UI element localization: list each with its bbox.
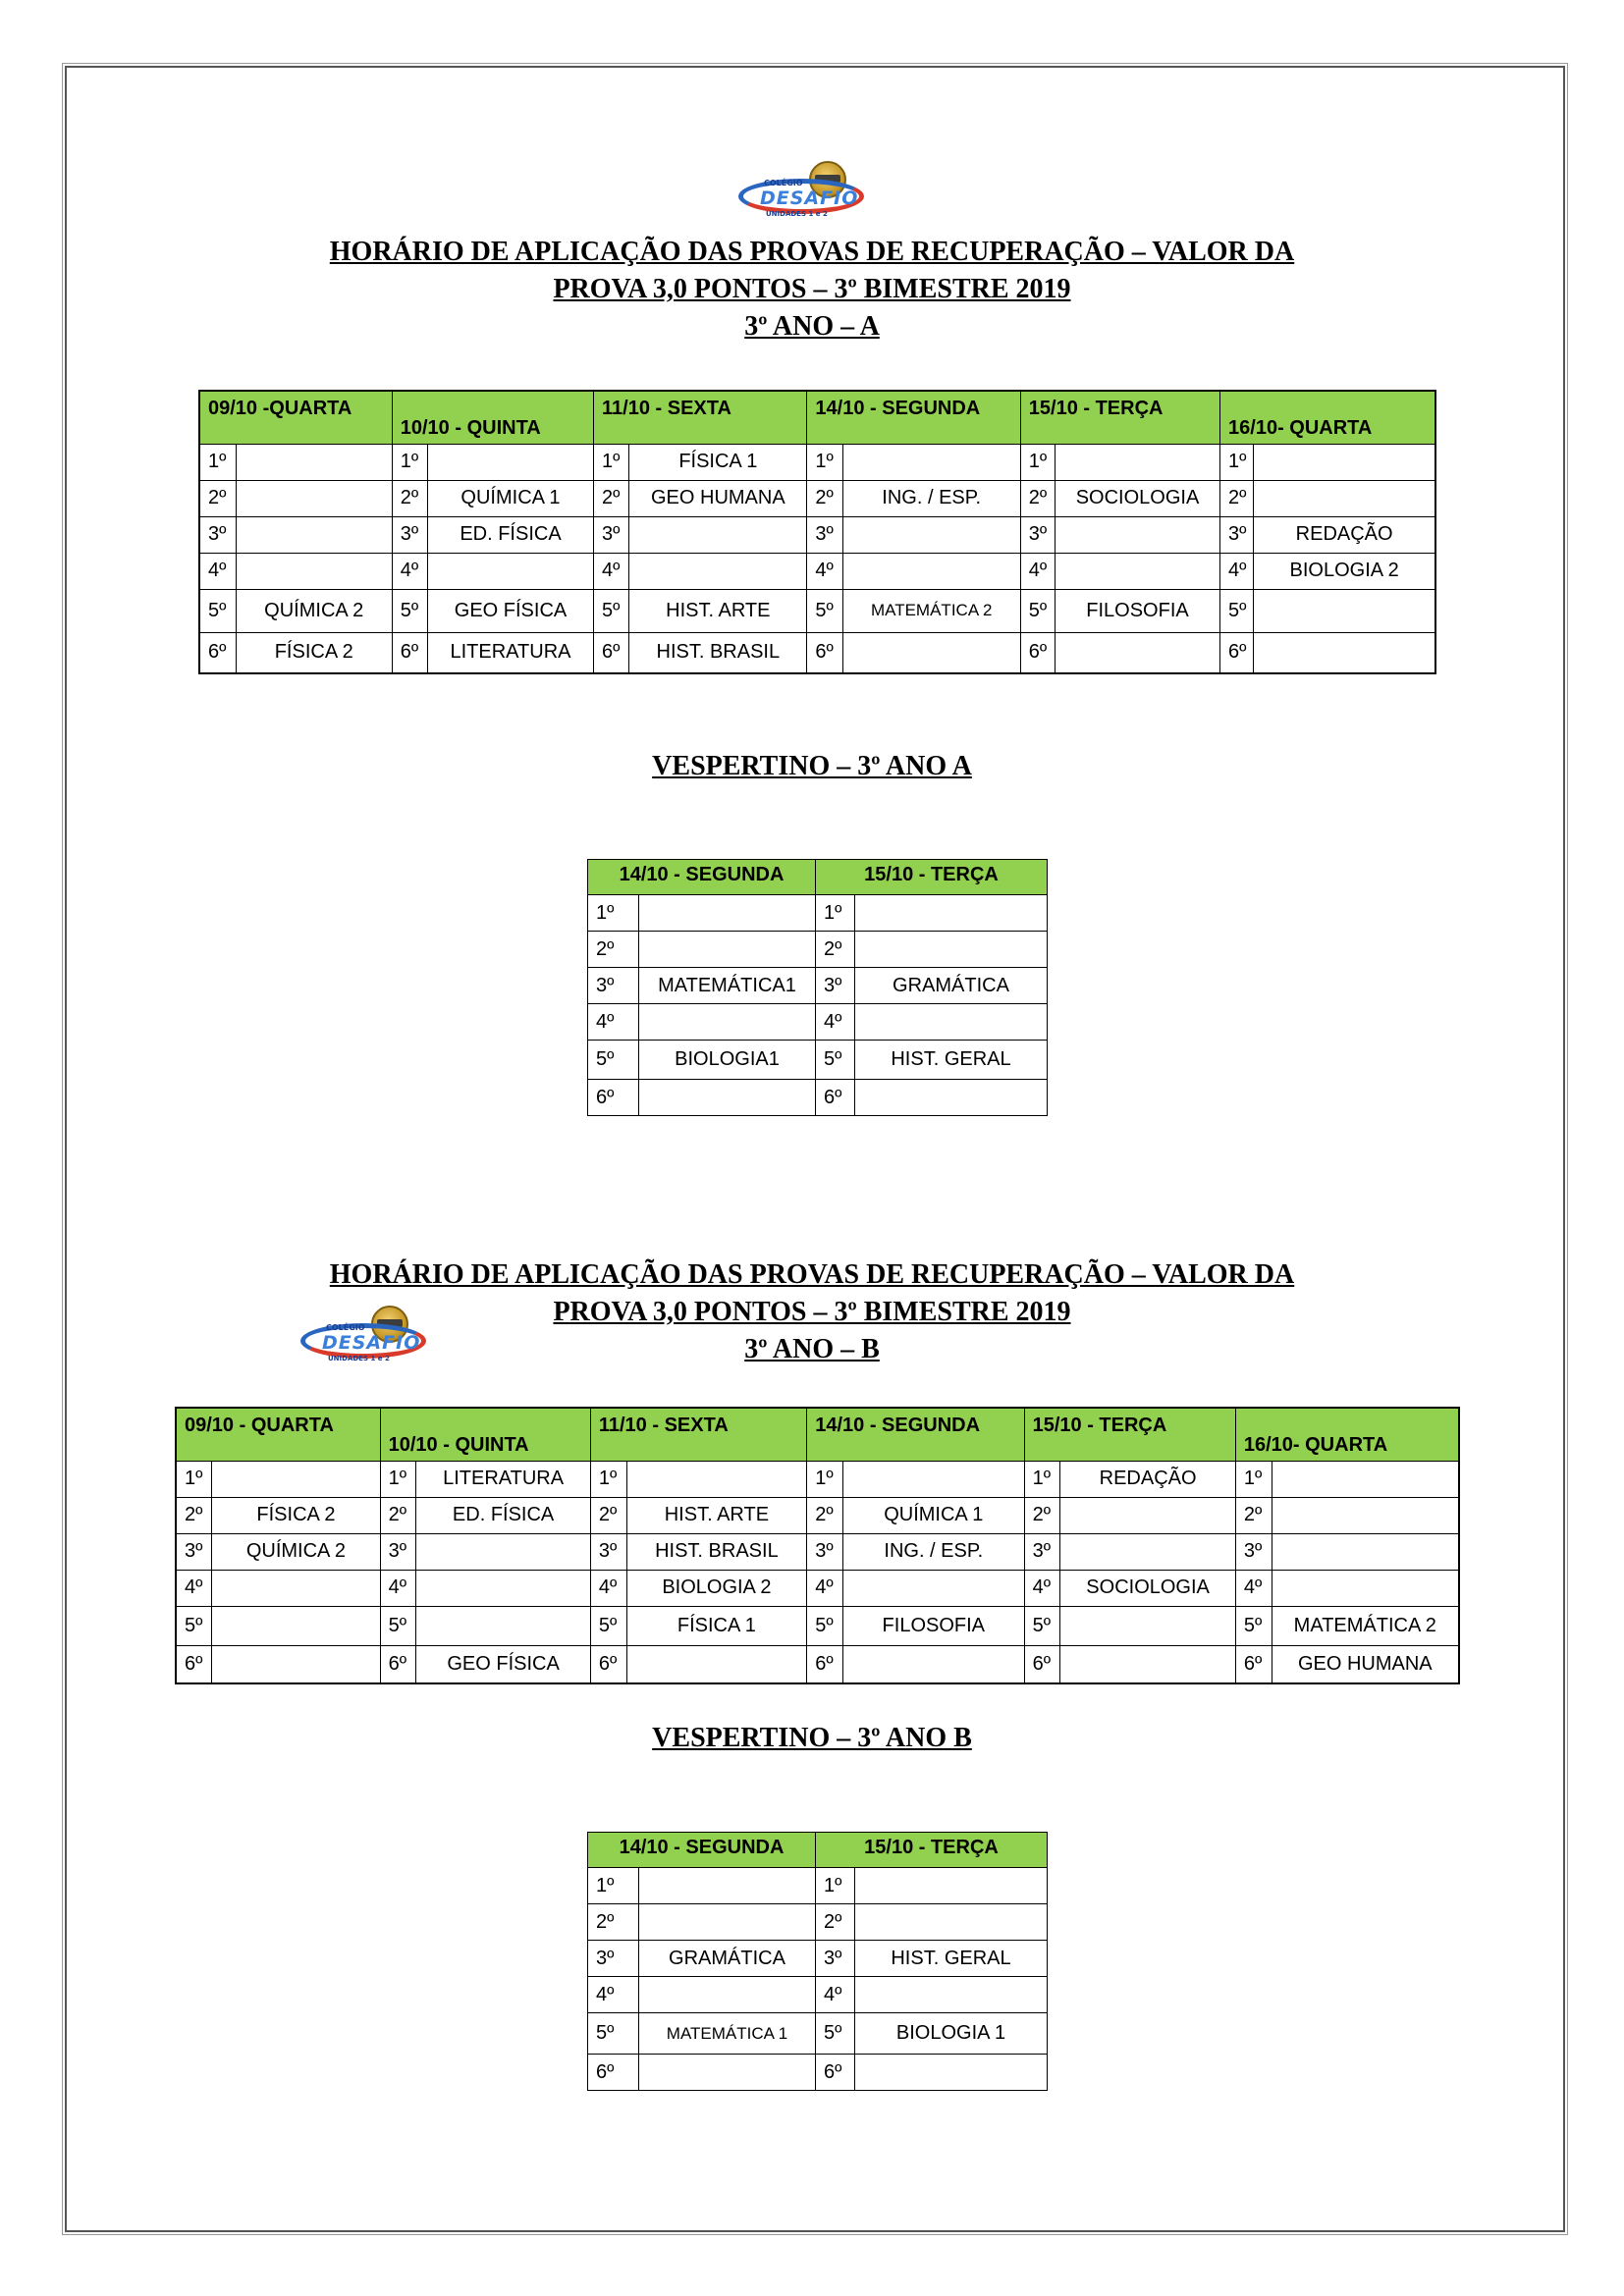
subject-cell <box>842 516 1020 553</box>
period-number: 5º <box>1220 589 1254 632</box>
period-number: 5º <box>392 589 427 632</box>
period-number: 2º <box>590 1497 626 1533</box>
period-number: 5º <box>1024 1606 1060 1645</box>
subject-cell <box>1254 632 1435 673</box>
period-number: 3º <box>176 1533 212 1570</box>
period-number: 1º <box>199 444 236 480</box>
table-row <box>588 1868 1048 1904</box>
subject-cell <box>1272 1461 1459 1497</box>
subject-cell: BIOLOGIA 2 <box>626 1570 807 1606</box>
weekly-schedule-b <box>175 1407 1460 1684</box>
period-number: 3º <box>590 1533 626 1570</box>
subject-cell <box>1055 444 1219 480</box>
period-number: 2º <box>807 1497 843 1533</box>
period-number: 4º <box>807 1570 843 1606</box>
subject-cell <box>855 2055 1048 2091</box>
day-header: 09/10 -QUARTA <box>199 391 392 444</box>
period-number: 2º <box>1024 1497 1060 1533</box>
table-row <box>588 1004 1048 1041</box>
subject-cell <box>639 1977 816 2013</box>
subject-cell: FÍSICA 2 <box>212 1497 380 1533</box>
period-number: 2º <box>1235 1497 1272 1533</box>
table-row <box>588 932 1048 968</box>
period-number: 1º <box>392 444 427 480</box>
period-number: 1º <box>176 1461 212 1497</box>
period-number: 4º <box>590 1570 626 1606</box>
subject-cell <box>639 1904 816 1941</box>
subject-cell: QUÍMICA 2 <box>212 1533 380 1570</box>
period-number: 2º <box>816 1904 855 1941</box>
period-number: 5º <box>588 1041 639 1080</box>
vespertino-schedule-b <box>587 1832 1048 2091</box>
subject-cell <box>842 1461 1024 1497</box>
subject-cell <box>629 553 807 589</box>
subject-cell <box>236 516 392 553</box>
subject-cell <box>626 1645 807 1683</box>
table-row <box>588 2055 1048 2091</box>
period-number: 3º <box>594 516 629 553</box>
subject-cell: LITERATURA <box>427 632 593 673</box>
table-row <box>176 1570 1459 1606</box>
period-number: 4º <box>807 553 842 589</box>
subject-cell <box>212 1461 380 1497</box>
subject-cell: QUÍMICA 1 <box>427 480 593 516</box>
period-number: 2º <box>816 932 855 968</box>
period-number: 4º <box>1220 553 1254 589</box>
period-number: 1º <box>816 895 855 932</box>
subject-cell <box>639 932 816 968</box>
subject-cell <box>1060 1645 1236 1683</box>
table-row <box>176 1461 1459 1497</box>
period-number: 6º <box>594 632 629 673</box>
period-number: 1º <box>807 1461 843 1497</box>
period-number: 4º <box>588 1977 639 2013</box>
period-number: 3º <box>1020 516 1055 553</box>
subject-cell: QUÍMICA 1 <box>842 1497 1024 1533</box>
period-number: 1º <box>588 895 639 932</box>
period-number: 6º <box>392 632 427 673</box>
subject-cell <box>639 2055 816 2091</box>
period-number: 6º <box>1235 1645 1272 1683</box>
period-number: 2º <box>380 1497 416 1533</box>
table-row <box>588 1904 1048 1941</box>
period-number: 4º <box>816 1004 855 1041</box>
table-row <box>588 2013 1048 2055</box>
subject-cell: GEO FÍSICA <box>427 589 593 632</box>
period-number: 2º <box>594 480 629 516</box>
day-header: 14/10 - SEGUNDA <box>807 1408 1024 1461</box>
subject-cell: FILOSOFIA <box>842 1606 1024 1645</box>
subject-cell <box>855 1977 1048 2013</box>
day-header: 11/10 - SEXTA <box>594 391 807 444</box>
subject-cell <box>416 1570 591 1606</box>
period-number: 5º <box>199 589 236 632</box>
period-number: 1º <box>1220 444 1254 480</box>
period-number: 1º <box>1024 1461 1060 1497</box>
table-row <box>588 1041 1048 1080</box>
subject-cell: GRAMÁTICA <box>855 968 1048 1004</box>
subject-cell <box>1272 1533 1459 1570</box>
period-number: 1º <box>588 1868 639 1904</box>
table-row <box>588 968 1048 1004</box>
subject-cell <box>842 553 1020 589</box>
subject-cell: QUÍMICA 2 <box>236 589 392 632</box>
period-number: 2º <box>176 1497 212 1533</box>
table-row <box>199 589 1435 632</box>
period-number: 3º <box>199 516 236 553</box>
vespertino-b-title: VESPERTINO – 3º ANO B <box>652 1723 972 1753</box>
period-number: 5º <box>594 589 629 632</box>
day-header: 11/10 - SEXTA <box>590 1408 806 1461</box>
day-header: 15/10 - TERÇA <box>1024 1408 1235 1461</box>
subject-cell <box>855 1904 1048 1941</box>
table-row <box>176 1497 1459 1533</box>
period-number: 2º <box>807 480 842 516</box>
period-number: 6º <box>380 1645 416 1683</box>
subject-cell: REDAÇÃO <box>1254 516 1435 553</box>
period-number: 1º <box>1235 1461 1272 1497</box>
school-logo-b: COLÉGIO DESAFIO UNIDADES 1 e 2 <box>295 1306 432 1376</box>
subject-cell <box>639 1080 816 1116</box>
period-number: 3º <box>807 516 842 553</box>
subject-cell <box>629 516 807 553</box>
day-header: 14/10 - SEGUNDA <box>588 1833 816 1868</box>
subject-cell: GRAMÁTICA <box>639 1941 816 1977</box>
subject-cell <box>639 895 816 932</box>
subject-cell: ED. FÍSICA <box>416 1497 591 1533</box>
subject-cell <box>855 1080 1048 1116</box>
subject-cell: FÍSICA 2 <box>236 632 392 673</box>
table-row <box>199 444 1435 480</box>
period-number: 5º <box>1235 1606 1272 1645</box>
period-number: 6º <box>588 2055 639 2091</box>
subject-cell <box>1060 1606 1236 1645</box>
subject-cell: HIST. ARTE <box>629 589 807 632</box>
subject-cell <box>427 444 593 480</box>
table-row <box>199 480 1435 516</box>
table-row <box>588 895 1048 932</box>
subject-cell <box>1055 516 1219 553</box>
subject-cell <box>1060 1533 1236 1570</box>
table-row <box>176 1606 1459 1645</box>
subject-cell <box>639 1004 816 1041</box>
period-number: 1º <box>594 444 629 480</box>
period-number: 6º <box>1024 1645 1060 1683</box>
title-line-2: PROVA 3,0 PONTOS – 3º BIMESTRE 2019 <box>553 274 1071 304</box>
period-number: 6º <box>199 632 236 673</box>
period-number: 3º <box>816 1941 855 1977</box>
period-number: 4º <box>816 1977 855 2013</box>
period-number: 5º <box>1020 589 1055 632</box>
period-number: 5º <box>816 1041 855 1080</box>
period-number: 3º <box>380 1533 416 1570</box>
period-number: 5º <box>176 1606 212 1645</box>
day-header: 15/10 - TERÇA <box>1020 391 1219 444</box>
period-number: 3º <box>1024 1533 1060 1570</box>
subject-cell: ING. / ESP. <box>842 1533 1024 1570</box>
period-number: 6º <box>816 1080 855 1116</box>
period-number: 2º <box>1020 480 1055 516</box>
table-row <box>176 1645 1459 1683</box>
period-number: 3º <box>392 516 427 553</box>
table-row <box>176 1533 1459 1570</box>
period-number: 3º <box>816 968 855 1004</box>
day-header: 14/10 - SEGUNDA <box>807 391 1020 444</box>
period-number: 5º <box>380 1606 416 1645</box>
subject-cell: MATEMÁTICA 2 <box>1272 1606 1459 1645</box>
section-b-title <box>0 1256 1624 1368</box>
subject-cell: ED. FÍSICA <box>427 516 593 553</box>
period-number: 6º <box>807 1645 843 1683</box>
period-number: 6º <box>807 632 842 673</box>
subject-cell <box>1254 480 1435 516</box>
subject-cell <box>1055 553 1219 589</box>
subject-cell: HIST. BRASIL <box>626 1533 807 1570</box>
subject-cell <box>842 1570 1024 1606</box>
subject-cell: LITERATURA <box>416 1461 591 1497</box>
vespertino-a-title: VESPERTINO – 3º ANO A <box>652 751 972 781</box>
subject-cell <box>1254 589 1435 632</box>
subject-cell: FÍSICA 1 <box>629 444 807 480</box>
period-number: 2º <box>1220 480 1254 516</box>
subject-cell <box>1060 1497 1236 1533</box>
period-number: 4º <box>199 553 236 589</box>
period-number: 6º <box>590 1645 626 1683</box>
subject-cell: BIOLOGIA1 <box>639 1041 816 1080</box>
subject-cell <box>1254 444 1435 480</box>
subject-cell <box>212 1570 380 1606</box>
period-number: 3º <box>588 968 639 1004</box>
table-row <box>588 1941 1048 1977</box>
period-number: 6º <box>176 1645 212 1683</box>
period-number: 4º <box>392 553 427 589</box>
period-number: 6º <box>588 1080 639 1116</box>
day-header: 14/10 - SEGUNDA <box>588 860 816 895</box>
day-header: 10/10 - QUINTA <box>392 391 593 444</box>
period-number: 6º <box>1020 632 1055 673</box>
subject-cell <box>236 553 392 589</box>
subject-cell <box>236 444 392 480</box>
subject-cell <box>842 632 1020 673</box>
table-row <box>588 1977 1048 2013</box>
period-number: 4º <box>1235 1570 1272 1606</box>
subject-cell <box>855 932 1048 968</box>
subject-cell: FÍSICA 1 <box>626 1606 807 1645</box>
subject-cell: GEO HUMANA <box>629 480 807 516</box>
period-number: 3º <box>807 1533 843 1570</box>
subject-cell: MATEMÁTICA1 <box>639 968 816 1004</box>
subject-cell: GEO FÍSICA <box>416 1645 591 1683</box>
period-number: 4º <box>1024 1570 1060 1606</box>
subject-cell <box>855 895 1048 932</box>
period-number: 6º <box>1220 632 1254 673</box>
subject-cell <box>855 1868 1048 1904</box>
title-line-1: HORÁRIO DE APLICAÇÃO DAS PROVAS DE RECUPERAÇÃO – VALOR DA <box>329 1259 1295 1290</box>
subject-cell <box>1272 1497 1459 1533</box>
period-number: 4º <box>594 553 629 589</box>
subject-cell: SOCIOLOGIA <box>1060 1570 1236 1606</box>
subject-cell: SOCIOLOGIA <box>1055 480 1219 516</box>
table-row <box>199 632 1435 673</box>
title-line-1: HORÁRIO DE APLICAÇÃO DAS PROVAS DE RECUPERAÇÃO – VALOR DA <box>329 237 1295 267</box>
period-number: 2º <box>392 480 427 516</box>
subject-cell <box>416 1533 591 1570</box>
subject-cell <box>236 480 392 516</box>
day-header: 15/10 - TERÇA <box>816 1833 1048 1868</box>
period-number: 5º <box>588 2013 639 2055</box>
period-number: 3º <box>588 1941 639 1977</box>
subject-cell: HIST. BRASIL <box>629 632 807 673</box>
subject-cell <box>427 553 593 589</box>
subject-cell <box>212 1645 380 1683</box>
period-number: 2º <box>588 932 639 968</box>
table-row <box>199 553 1435 589</box>
subject-cell <box>639 1868 816 1904</box>
subject-cell: MATEMÁTICA 2 <box>842 589 1020 632</box>
subject-cell: BIOLOGIA 1 <box>855 2013 1048 2055</box>
period-number: 4º <box>1020 553 1055 589</box>
period-number: 5º <box>807 589 842 632</box>
period-number: 1º <box>590 1461 626 1497</box>
period-number: 4º <box>380 1570 416 1606</box>
period-number: 4º <box>176 1570 212 1606</box>
title-line-3: 3º ANO – B <box>744 1334 880 1364</box>
period-number: 6º <box>816 2055 855 2091</box>
subject-cell: GEO HUMANA <box>1272 1645 1459 1683</box>
subject-cell: MATEMÁTICA 1 <box>639 2013 816 2055</box>
period-number: 2º <box>588 1904 639 1941</box>
subject-cell: ING. / ESP. <box>842 480 1020 516</box>
period-number: 1º <box>1020 444 1055 480</box>
subject-cell <box>212 1606 380 1645</box>
subject-cell <box>842 444 1020 480</box>
period-number: 5º <box>590 1606 626 1645</box>
subject-cell: HIST. GERAL <box>855 1041 1048 1080</box>
subject-cell <box>1272 1570 1459 1606</box>
subject-cell <box>1055 632 1219 673</box>
title-line-3: 3º ANO – A <box>744 311 880 342</box>
weekly-schedule-a <box>198 390 1436 674</box>
title-line-2: PROVA 3,0 PONTOS – 3º BIMESTRE 2019 <box>553 1297 1071 1327</box>
subject-cell: REDAÇÃO <box>1060 1461 1236 1497</box>
day-header: 15/10 - TERÇA <box>816 860 1048 895</box>
period-number: 1º <box>380 1461 416 1497</box>
table-row <box>588 1080 1048 1116</box>
table-row <box>199 516 1435 553</box>
subject-cell: HIST. GERAL <box>855 1941 1048 1977</box>
period-number: 3º <box>1220 516 1254 553</box>
day-header: 10/10 - QUINTA <box>380 1408 590 1461</box>
period-number: 4º <box>588 1004 639 1041</box>
day-header: 16/10- QUARTA <box>1235 1408 1459 1461</box>
subject-cell: HIST. ARTE <box>626 1497 807 1533</box>
period-number: 1º <box>816 1868 855 1904</box>
subject-cell <box>842 1645 1024 1683</box>
section-a-title <box>0 234 1624 346</box>
period-number: 3º <box>1235 1533 1272 1570</box>
period-number: 5º <box>807 1606 843 1645</box>
period-number: 5º <box>816 2013 855 2055</box>
period-number: 1º <box>807 444 842 480</box>
subject-cell <box>855 1004 1048 1041</box>
day-header: 16/10- QUARTA <box>1220 391 1435 444</box>
period-number: 2º <box>199 480 236 516</box>
subject-cell <box>626 1461 807 1497</box>
subject-cell: FILOSOFIA <box>1055 589 1219 632</box>
subject-cell: BIOLOGIA 2 <box>1254 553 1435 589</box>
school-logo: COLÉGIO DESAFIO UNIDADES 1 e 2 <box>732 161 870 232</box>
subject-cell <box>416 1606 591 1645</box>
day-header: 09/10 - QUARTA <box>176 1408 380 1461</box>
vespertino-schedule-a <box>587 859 1048 1116</box>
